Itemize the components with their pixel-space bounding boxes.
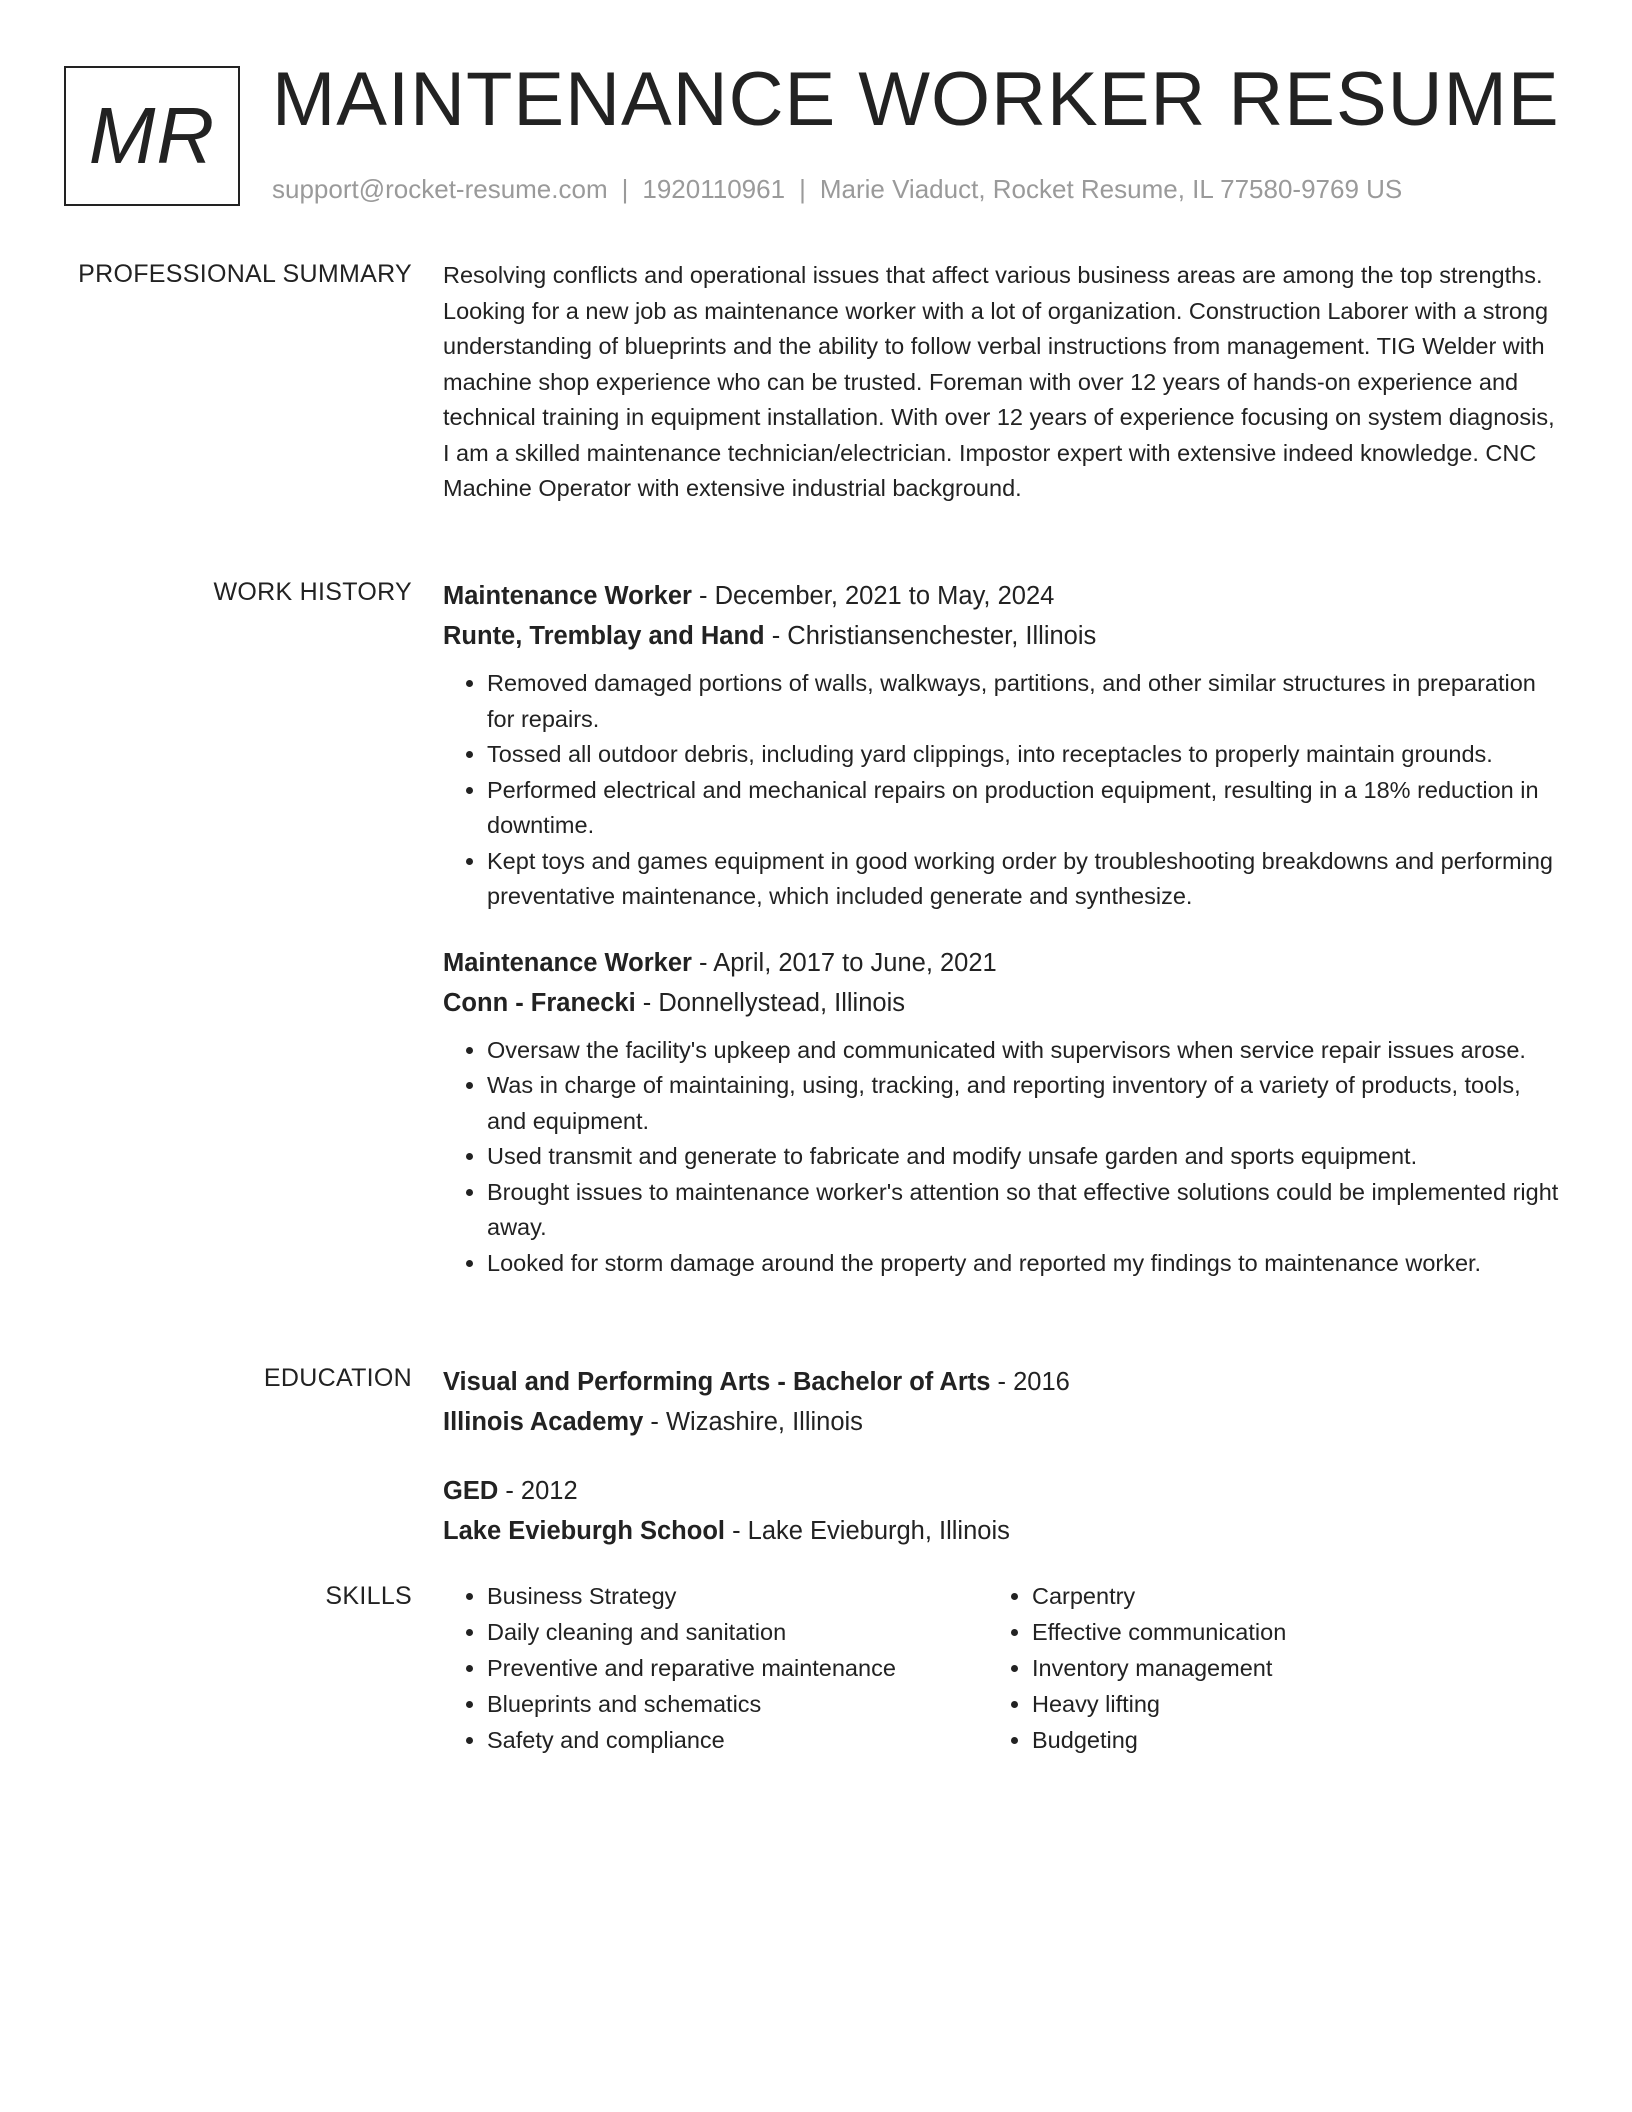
education-degree: GED (443, 1477, 499, 1505)
education-entry (443, 1362, 1563, 1442)
skill-item: • Safety and compliance (487, 1722, 987, 1758)
job-location: - Donnellystead, Illinois (635, 988, 905, 1017)
job-company: Runte, Tremblay and Hand (443, 622, 765, 650)
skill-item: • Effective communication (1032, 1614, 1532, 1650)
skill-item: • Daily cleaning and sanitation (487, 1614, 987, 1650)
education-year: - 2016 (990, 1368, 1070, 1396)
job-location: - Christiansenchester, Illinois (764, 622, 1097, 650)
job-title-line (443, 576, 1563, 616)
skill-item: • Business Strategy (487, 1578, 987, 1614)
contact-phone: 1920110961 (642, 174, 786, 204)
skill-item: • Budgeting (1032, 1722, 1532, 1758)
skill-item: • Carpentry (1032, 1578, 1532, 1614)
job-bullet-list (443, 666, 1563, 915)
education-content (443, 1362, 1563, 1551)
job-title: Maintenance Worker (443, 948, 692, 977)
skills-list-left (443, 1578, 987, 1758)
job-bullet: • Used transmit and generate to fabricate and modify unsafe garden and sports equipment. (487, 1139, 1563, 1175)
education-year: - 2012 (498, 1477, 578, 1505)
job-bullet: • Removed damaged portions of walls, walkways, partitions, and other similar structures in preparation for repairs. (487, 666, 1563, 737)
skill-item: • Heavy lifting (1032, 1686, 1532, 1722)
contact-separator: | (621, 174, 629, 204)
contact-email: support@rocket-resume.com (272, 174, 608, 204)
work-history-content (443, 576, 1563, 1281)
education-degree-line (443, 1362, 1563, 1402)
education-entry (443, 1471, 1563, 1551)
education-location: - Wizashire, Illinois (643, 1408, 863, 1436)
monogram: MR (64, 66, 240, 206)
skill-item: • Inventory management (1032, 1650, 1532, 1686)
job-bullet: • Kept toys and games equipment in good working order by troubleshooting breakdowns and performing preventative maintenance, which included generate and synthesize. (487, 844, 1563, 915)
job-entry (443, 943, 1563, 1282)
summary-text: Resolving conflicts and operational issues that affect various business areas are among the top strengths. Looking for a new job as maintenance worker with a lot of organization. Construction Laborer with a strong understanding of blueprints and the ability to follow verbal instructions from management. TIG Welder with machine shop experience who can be trusted. Foreman with over 12 years of hands-on experience and technical training in equipment installation. With over 12 years of experience focusing on system diagnosis, I am a skilled maintenance technician/electrician. Impostor expert with extensive indeed knowledge. CNC Machine Operator with extensive industrial background. (443, 262, 1555, 501)
job-bullet: • Was in charge of maintaining, using, tracking, and reporting inventory of a variety of products, tools, and equipment. (487, 1068, 1563, 1139)
job-dates: - April, 2017 to June, 2021 (691, 948, 997, 977)
education-school: Illinois Academy (443, 1408, 644, 1436)
section-label-skills: SKILLS (325, 1582, 412, 1610)
job-dates: - December, 2021 to May, 2024 (691, 582, 1055, 610)
job-bullet: • Tossed all outdoor debris, including yard clippings, into receptacles to properly maintain grounds. (487, 737, 1563, 773)
education-location: - Lake Evieburgh, Illinois (724, 1517, 1010, 1545)
summary-content (443, 258, 1563, 507)
section-label-summary: PROFESSIONAL SUMMARY (78, 260, 412, 288)
section-label-education: EDUCATION (263, 1364, 412, 1392)
job-company: Conn - Franecki (443, 988, 636, 1017)
job-company-line (443, 983, 1563, 1023)
job-title-line (443, 943, 1563, 983)
job-title: Maintenance Worker (443, 582, 692, 610)
education-school-line (443, 1402, 1563, 1442)
skills-content (443, 1578, 1563, 1758)
job-bullet: • Oversaw the facility's upkeep and communicated with supervisors when service repair issues arose. (487, 1033, 1563, 1069)
education-degree-line (443, 1471, 1563, 1511)
skill-item: • Preventive and reparative maintenance (487, 1650, 987, 1686)
contact-line (272, 174, 1402, 205)
job-company-line (443, 616, 1563, 656)
skills-list-right (987, 1578, 1532, 1758)
education-degree: Visual and Performing Arts - Bachelor of Arts (443, 1368, 991, 1396)
education-school-line (443, 1511, 1563, 1551)
skill-item: • Blueprints and schematics (487, 1686, 987, 1722)
job-entry (443, 576, 1563, 915)
contact-address: Marie Viaduct, Rocket Resume, IL 77580-9769 US (819, 174, 1403, 204)
job-bullet: • Looked for storm damage around the property and reported my findings to maintenance worker. (487, 1246, 1563, 1282)
job-bullet: • Performed electrical and mechanical repairs on production equipment, resulting in a 18% reduction in downtime. (487, 773, 1563, 844)
contact-separator: | (799, 174, 806, 204)
job-bullet-list (443, 1033, 1563, 1282)
job-bullet: • Brought issues to maintenance worker's attention so that effective solutions could be implemented right away. (487, 1175, 1563, 1246)
resume-title: MAINTENANCE WORKER RESUME (272, 57, 1560, 142)
education-school: Lake Evieburgh School (443, 1517, 725, 1545)
section-label-work-history: WORK HISTORY (213, 578, 412, 606)
